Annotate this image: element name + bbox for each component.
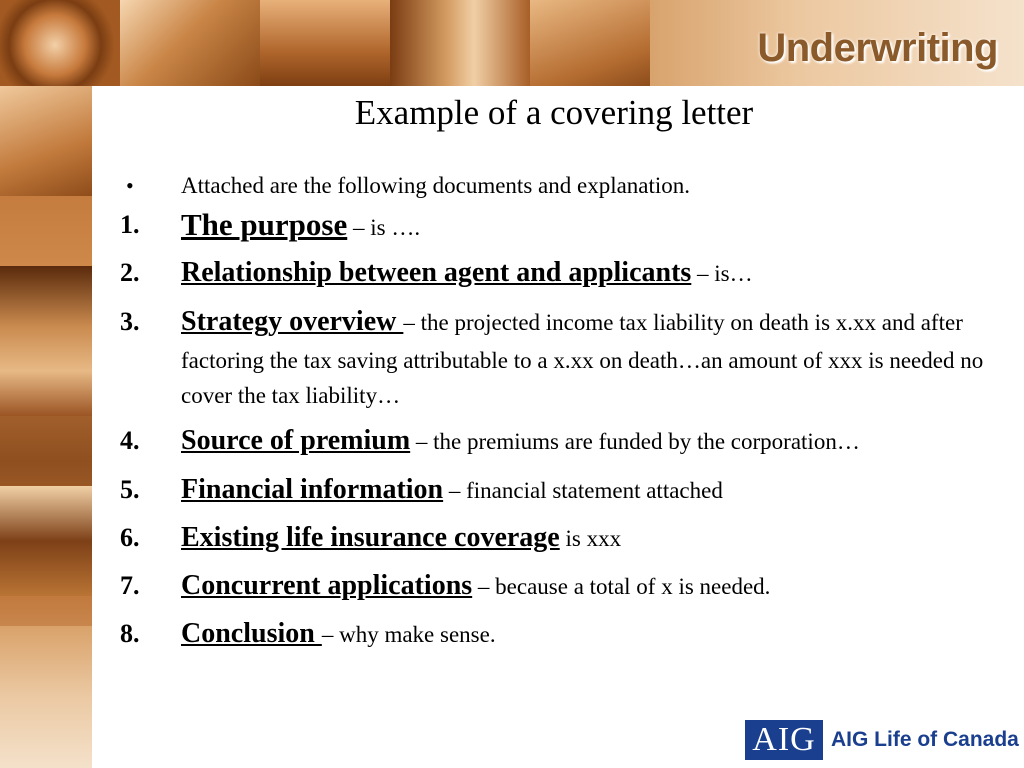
intro-bullet — [120, 168, 1000, 204]
list-item — [120, 301, 1000, 413]
globe-photo — [0, 0, 120, 86]
item-heading: Conclusion — [181, 618, 322, 649]
item-text: – is …. — [347, 215, 421, 240]
item-number: 2. — [120, 258, 140, 287]
gears-photo — [0, 626, 92, 768]
item-number: 6. — [120, 523, 140, 552]
item-number: 7. — [120, 571, 140, 600]
content-list — [120, 168, 1000, 655]
list-item — [120, 565, 1000, 607]
list-item — [120, 469, 1000, 511]
item-number: 3. — [120, 307, 140, 336]
item-heading: Source of premium — [181, 425, 411, 456]
photo-collage-sidebar — [0, 86, 92, 768]
company-name: AIG Life of Canada — [831, 728, 1019, 751]
list-item — [120, 252, 1000, 294]
item-text: – the projected income tax liability on death is x.xx and after factoring the tax saving attributable to a x.xx on death…an amount of xxx is needed no cover the tax liability… — [181, 310, 984, 408]
list-item — [120, 204, 1000, 246]
list-item — [120, 420, 1000, 462]
item-text: – the premiums are funded by the corporation… — [410, 429, 860, 454]
item-text: – why make sense. — [321, 622, 496, 647]
company-logo — [745, 720, 1019, 760]
item-heading: Strategy overview — [181, 306, 404, 337]
item-heading: Concurrent applications — [181, 570, 473, 601]
item-number: 8. — [120, 619, 140, 648]
list-item — [120, 613, 1000, 655]
crowd-photo — [0, 486, 92, 596]
building-photo — [260, 0, 390, 86]
item-heading: The purpose — [181, 207, 348, 242]
pen-hand-photo — [0, 86, 92, 196]
item-heading: Relationship between agent and applicants — [181, 257, 692, 288]
aig-logo-mark: AIG — [745, 720, 823, 760]
bullet-marker: • — [126, 173, 134, 198]
item-heading: Existing life insurance coverage — [181, 522, 560, 553]
people-photo — [390, 0, 530, 86]
woman-photo — [0, 266, 92, 416]
item-number: 4. — [120, 426, 140, 455]
item-number: 5. — [120, 475, 140, 504]
item-heading: Financial information — [181, 474, 444, 505]
item-text: is xxx — [559, 526, 622, 551]
slide-title: Example of a covering letter — [354, 93, 754, 132]
pen-photo — [530, 0, 650, 86]
handshake-photo — [120, 0, 260, 86]
item-text: – because a total of x is needed. — [472, 574, 771, 599]
item-text: – financial statement attached — [443, 478, 723, 503]
list-item — [120, 517, 1000, 559]
item-number: 1. — [120, 210, 140, 239]
item-text: – is… — [691, 261, 753, 286]
header-title: Underwriting — [757, 26, 998, 70]
intro-text: Attached are the following documents and explanation. — [181, 173, 691, 198]
